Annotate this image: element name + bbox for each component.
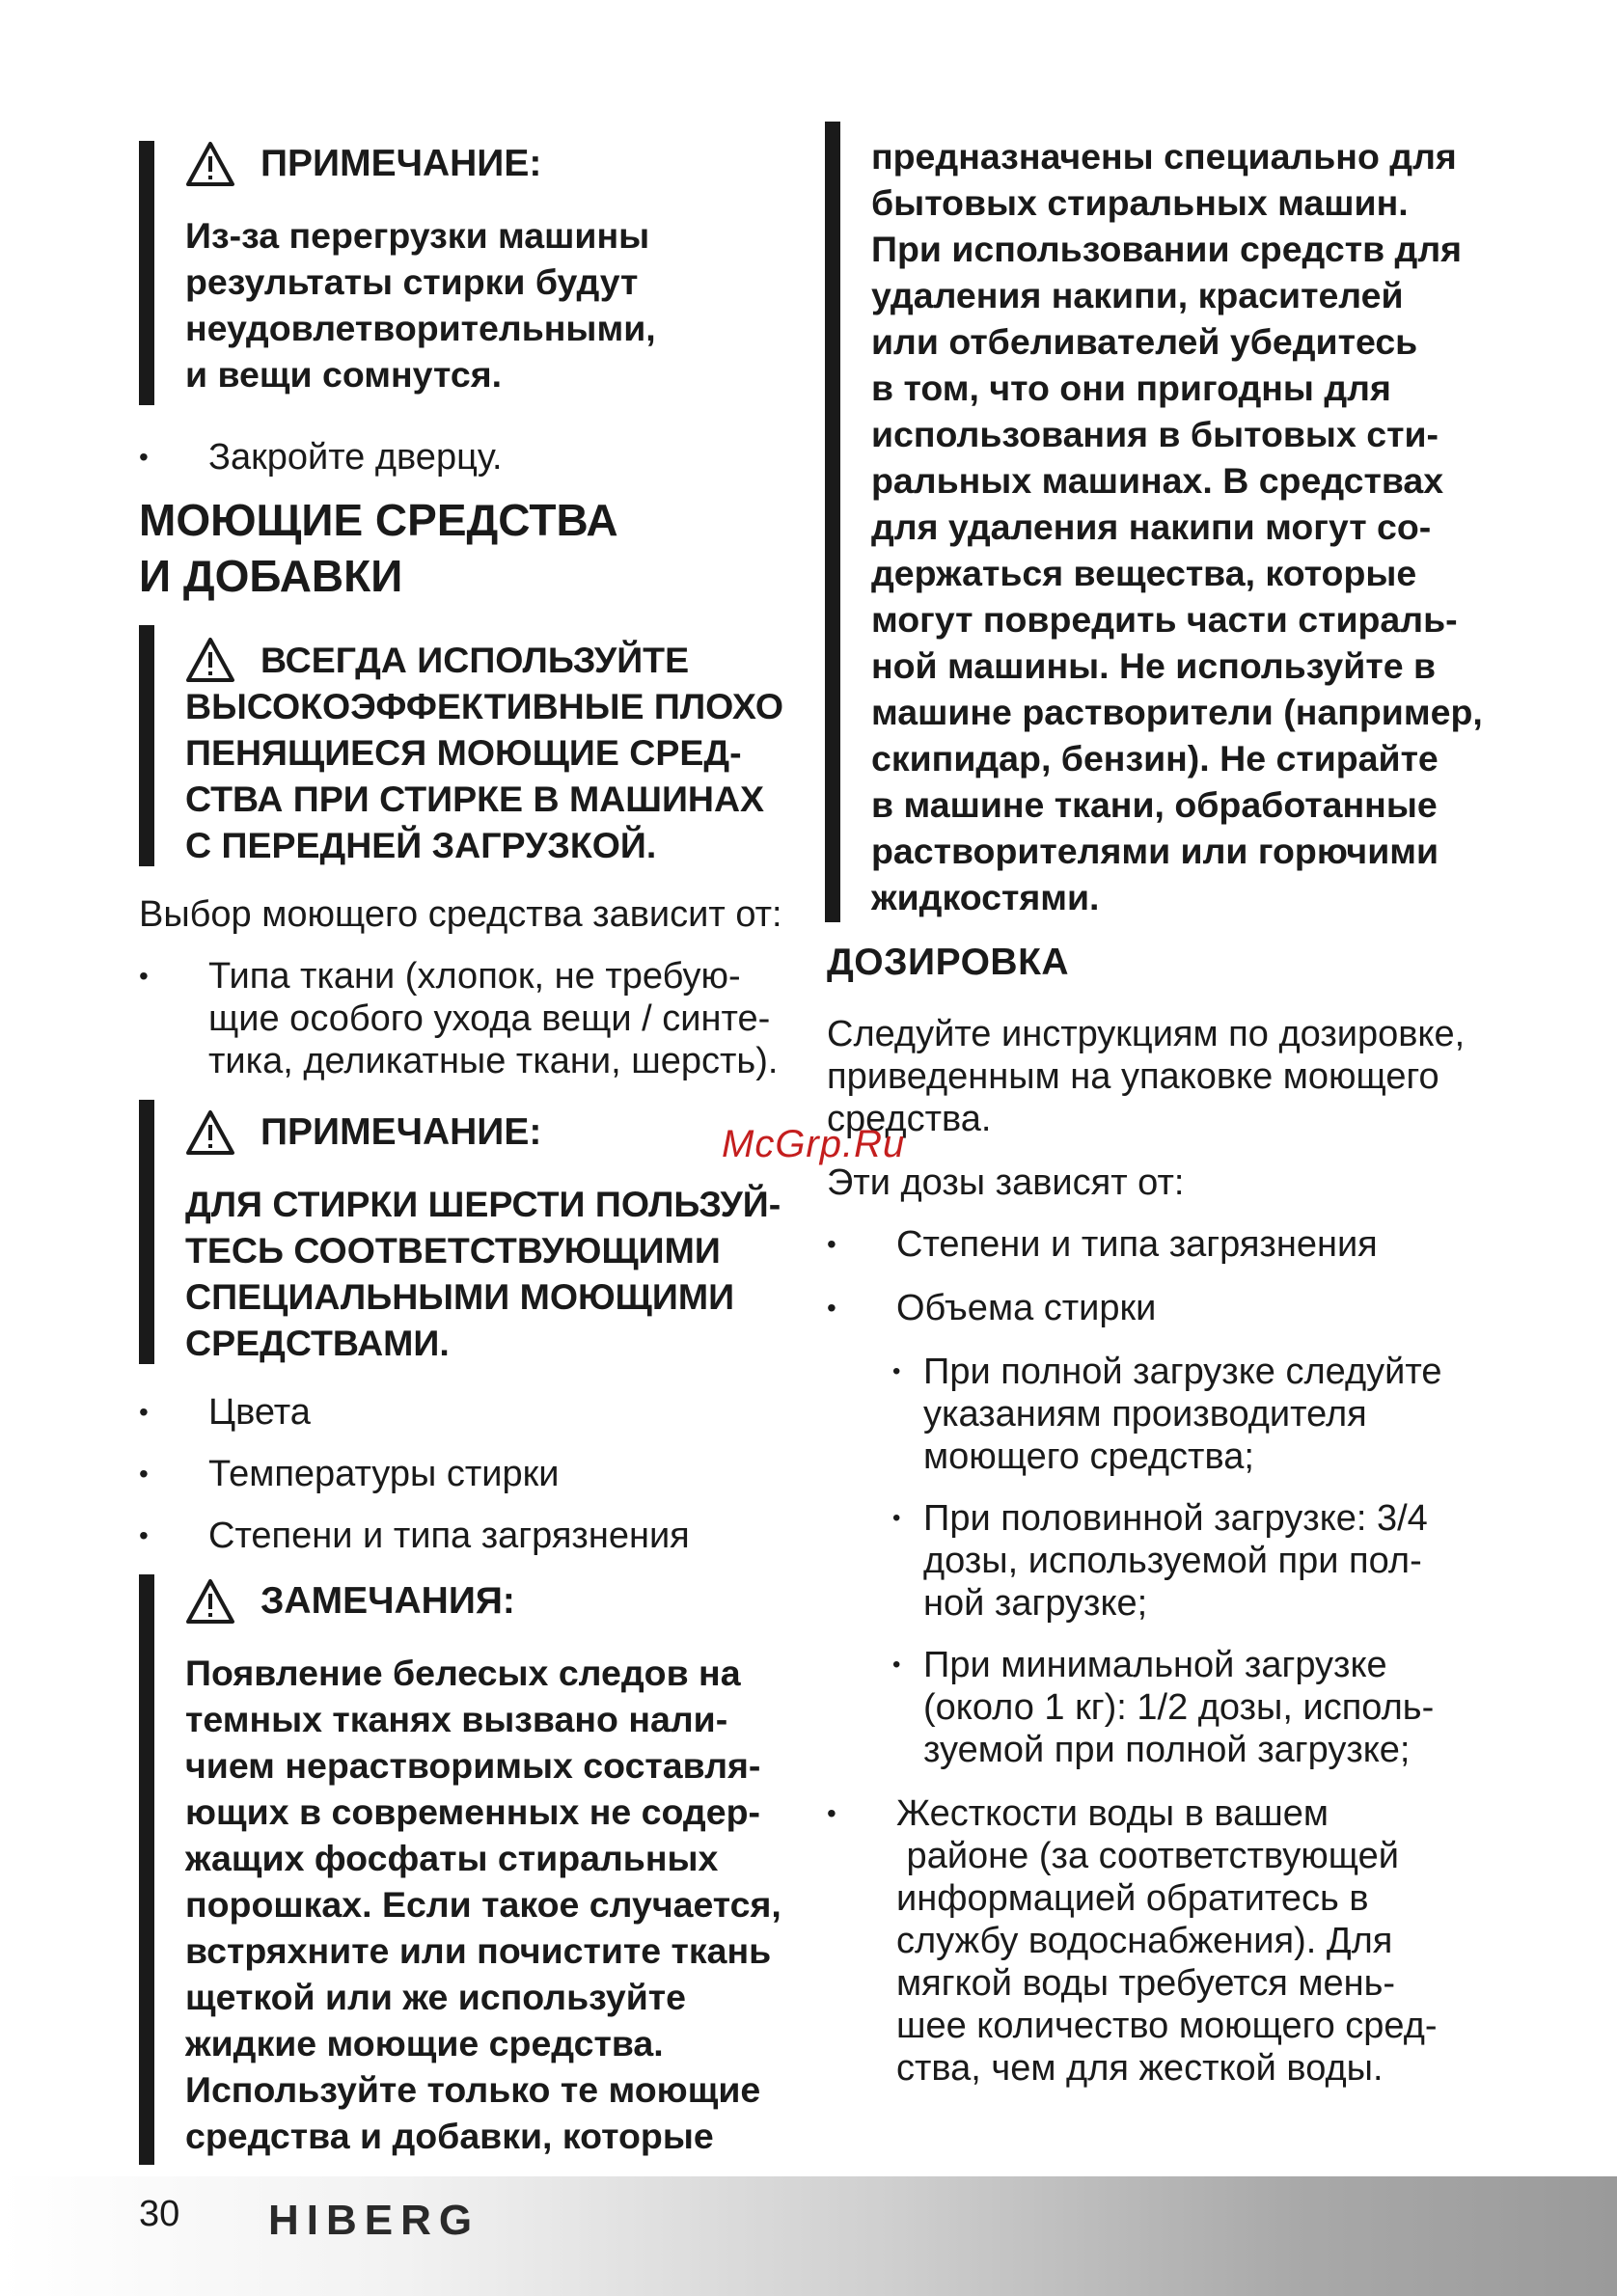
note-body: Появление белесых следов на темных тканях вызвано нали- чием нерастворимых составля- ющих в современных не содер- жащих фосфаты стиральных порошках. Если такое случается, встряхните или почистите ткань щеткой или же используйте жидкие моющие средства. Используйте только те моющие средства и добавки, которые [185, 1653, 781, 2156]
note-overload [139, 141, 795, 405]
note-title: ПРИМЕЧАНИЕ: [185, 1109, 805, 1156]
note-remarks-continued [825, 122, 1500, 922]
note-body: Из-за перегрузки машины результаты стирки будут неудовлетворительными, и вещи сомнутся. [185, 215, 656, 395]
warning-icon [185, 141, 235, 187]
page-number: 30 [139, 2194, 180, 2234]
hiberg-logo [268, 2200, 554, 2238]
note-title: ПРИМЕЧАНИЕ: [185, 141, 795, 187]
svg-text:HIBERG: HIBERG [268, 2200, 480, 2238]
warning-icon [185, 1109, 235, 1156]
note-title: ЗАМЕЧАНИЯ: [185, 1578, 805, 1625]
warning-icon [185, 1578, 235, 1625]
paragraph: Следуйте инструкциям по дозировке, приведенным на упаковке моющего средства. [827, 1014, 1466, 1139]
dosage-heading: ДОЗИРОВКА [827, 942, 1070, 983]
warning-text: ВСЕГДА ИСПОЛЬЗУЙТЕ ВЫСОКОЭФФЕКТИВНЫЕ ПЛОХО ПЕНЯЩИЕСЯ МОЮЩИЕ СРЕД- СТВА ПРИ СТИРКЕ В МАШИНАХ С ПЕРЕДНЕЙ ЗАГРУЗКОЙ. [185, 637, 805, 868]
paragraph: Эти дозы зависят от: [827, 1162, 1185, 1203]
note-body: ДЛЯ СТИРКИ ШЕРСТИ ПОЛЬЗУЙ- ТЕСЬ СООТВЕТСТВУЮЩИМИ СПЕЦИАЛЬНЫМИ МОЮЩИМИ СРЕДСТВАМИ. [185, 1184, 781, 1363]
paragraph: Выбор моющего средства зависит от: [139, 894, 782, 935]
note-remarks [139, 1574, 805, 2165]
note-body: предназначены специально для бытовых стиральных машин. При использовании средств для удаления накипи, красителей или отбеливателей убедитесь в том, что они пригодны для использования в бытовых сти- ральных машинах. В средствах для удаления накипи могут со- держаться вещества, которые могут повредить части стираль- ной машины. Не используйте в машине растворители (например, скипидар, бензин). Не стирайте в машине ткани, обработанные растворителями или горючими жидкостями. [871, 136, 1483, 917]
watermark: McGrp.Ru [722, 1123, 906, 1165]
section-heading: МОЮЩИЕ СРЕДСТВА И ДОБАВКИ [139, 495, 618, 601]
warning-icon [185, 637, 235, 683]
note-wool [139, 1100, 805, 1364]
footer-bar [0, 2176, 1617, 2296]
warning-detergent [139, 625, 805, 866]
